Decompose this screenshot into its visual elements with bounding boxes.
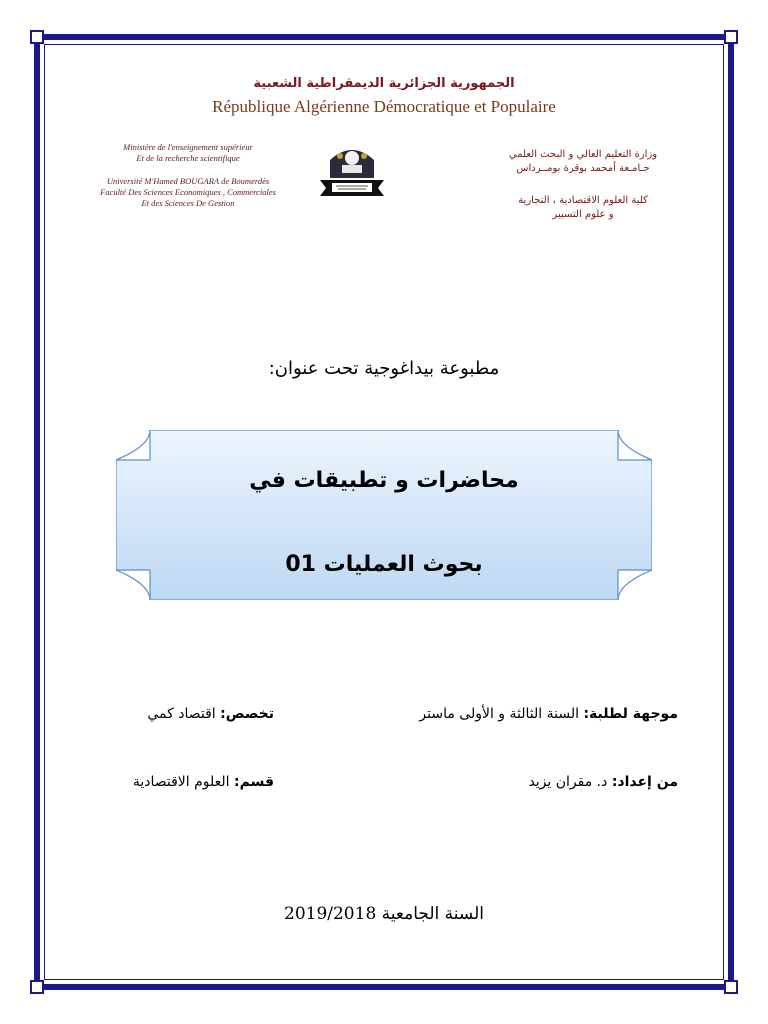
border-corner-top-right: [724, 30, 738, 44]
faculty-line-2: Et des Sciences De Gestion: [141, 198, 235, 208]
target-audience-label: موجهة لطلبة:: [583, 706, 678, 722]
university-line: Université M'Hamed BOUGARA de Boumerdès: [106, 176, 270, 186]
ministry-line-ar: وزارة التعليم العالي و البحث العلمي: [508, 149, 658, 160]
border-corner-bottom-right: [724, 980, 738, 994]
document-subtitle: مطبوعة بيداغوجية تحت عنوان:: [268, 358, 500, 379]
department-label: قسم:: [234, 774, 274, 790]
prepared-by: [528, 774, 678, 790]
faculty-line-ar-2: و علوم التسيير: [552, 209, 614, 220]
target-audience: [419, 706, 678, 722]
prepared-by-value: د. مقران يزيد: [528, 774, 612, 790]
university-logo-icon: [316, 138, 388, 200]
ministry-line-2: Et de la recherche scientifique: [136, 153, 240, 163]
title-line-1: محاضرات و تطبيقات في: [249, 468, 519, 493]
prepared-by-label: من إعداد:: [611, 774, 678, 790]
title-line-2: بحوث العمليات 01: [285, 552, 483, 577]
department-value: العلوم الاقتصادية: [132, 774, 234, 790]
republic-name-french: République Algérienne Démocratique et Populaire: [212, 97, 556, 116]
republic-name-arabic: الجمهورية الجزائرية الديمقراطية الشعبية: [253, 76, 515, 91]
border-corner-top-left: [30, 30, 44, 44]
academic-year: السنة الجامعية 2019/2018: [284, 904, 484, 924]
specialty-value: اقتصاد كمي: [147, 706, 221, 722]
department: [133, 774, 274, 790]
specialty-label: تخصص:: [220, 706, 274, 722]
specialty: [147, 706, 274, 722]
faculty-line-1: Faculté Des Sciences Economiques , Commerciales: [100, 187, 276, 197]
border-corner-bottom-left: [30, 980, 44, 994]
university-line-ar: جـامـعة أمحمد بوقرة بومــرداس: [516, 163, 650, 174]
title-banner: [116, 430, 652, 600]
institution-info-french: [78, 142, 298, 209]
ministry-line-1: Ministère de l'enseignement supérieur: [123, 142, 253, 152]
target-audience-value: السنة الثالثة و الأولى ماستر: [419, 706, 584, 722]
faculty-line-ar-1: كلية العلوم الاقتصادية ، التجارية: [518, 195, 648, 206]
institution-info-arabic: [478, 148, 688, 222]
